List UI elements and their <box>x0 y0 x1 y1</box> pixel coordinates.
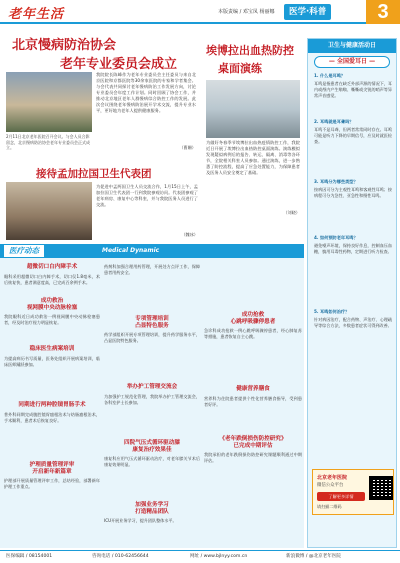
sidebar-question-3: 3. 耳鸣分为哪些类型？ <box>314 179 358 184</box>
promo-subtitle: 微信公众平台 <box>317 483 344 488</box>
dynamic-title-en: Medical Dynamic <box>102 247 160 254</box>
article2-body: 为做好冬春季节埃博拉出血热疫情防控工作，我院近日开展了埃博拉出血热防控桌面演练。演练模拟发现疑似病例后的报告、转运、隔离、消毒等各环节，全院相关科室人员参加。通过演练，进一步熟悉了防控流程，提高了应急处置能力，为保障患者及医务人员安全奠定了基础。 <box>206 140 300 175</box>
masthead <box>0 0 400 24</box>
newspaper-logo: 老年生活 <box>8 7 65 22</box>
sidebar-answer-2: 耳鸣不是耳聋，但两者常常同时存在。耳鸣可能是听力下降的早期信号，应及时就医检查。 <box>314 127 392 144</box>
dyn-col3-item1-heading: 成功抢救 心跳呼吸骤停患者 <box>230 312 276 325</box>
wechat-promo <box>312 469 394 515</box>
dyn-col1-item1-text: 眼科采用超微切口白内障手术，切口仅1.8毫米，术后恢复快，患者满意度高，已完成百余例手术。 <box>4 274 100 285</box>
sidebar-answer-5: 针对病因治疗，配合药物、声治疗、心理疏导等综合方法，多数患者症状可得到改善。 <box>314 317 392 328</box>
dyn-col2-item3-heading: 四院气压式循环驱动膝 康复治疗效果佳 <box>124 440 180 453</box>
dyn-col2-item2-text: 为加强护工规范化管理，我院举办护工管理交流会，各科室护士长参加。 <box>104 394 200 405</box>
dyn-col2-item1-heading: 专项管理培训 凸显特色服务 <box>135 316 169 329</box>
article3-author: （魏冰） <box>181 232 198 237</box>
dyn-col2-intro-text: 药剂科加强合理用药管理，开展处方点评工作，保障患者用药安全。 <box>104 264 200 275</box>
article3-title: 接待孟加拉国卫生代表团 <box>36 168 152 180</box>
promo-title: 北京老年医院 <box>317 475 348 481</box>
article1-photo <box>6 72 92 132</box>
sidebar-answer-3: 按病因可分为主观性耳鸣和客观性耳鸣；按病程可分为急性、亚急性和慢性耳鸣。 <box>314 187 392 198</box>
page-number: 3 <box>366 0 400 24</box>
sidebar-answer-1: 耳鸣是指患者在缺乏外部声源的情况下，耳内或颅内产生嗡嗡、嘶嘶或尖锐的哨声等异常声音感觉。 <box>314 81 392 98</box>
dynamic-title: 医疗动态 <box>4 245 44 257</box>
sidebar-question-1: 1. 什么是耳鸣？ <box>314 73 346 78</box>
dyn-col1-item2-heading: 成功救治 视网膜中央动脉栓塞 <box>26 298 78 311</box>
dyn-col1-item5-text: 护理部开展质量管理评审工作，总结经验，部署新年护理工作重点。 <box>4 478 100 489</box>
page-footer <box>0 550 400 563</box>
dyn-col1-item1-heading: 超微切口白内障手术 <box>26 264 78 270</box>
health-day-sidebar <box>307 38 397 548</box>
dyn-col1-item4-text: 普外科同期完成腹腔镜胃癌根治术与结肠癌根治术，手术顺利，患者术后恢复良好。 <box>4 412 100 423</box>
sidebar-question-4: 4. 如何预防老年耳鸣？ <box>314 235 358 240</box>
article1-title: 北京慢病防治协会 <box>12 38 117 53</box>
article3-photo <box>6 182 92 240</box>
footer-weibo[interactable]: 新浪微博 / @北京老年医院 <box>286 554 342 559</box>
dyn-col1-item4-heading: 同期进行两种腔镜胃肠手术 <box>18 402 86 408</box>
editors-line: 本版责编 / 邓宝凤 杨丽娜 <box>218 9 275 15</box>
dyn-col1-item3-text: 为提高病历书写质量，医务处组织开展病案培训，临床医师踊跃参加。 <box>4 356 100 367</box>
dyn-col3-item3-heading: 《老年跌倒损伤防控研究》 已完成中期评估 <box>219 436 287 449</box>
article3-body: 为促进中孟两国卫生人员交流合作，1月15日上午，孟加拉国卫生代表团一行到我院参观访问。代表团参观了老年病房、康复中心等科室，并与我院医务人员进行了交流。 <box>96 184 198 207</box>
sidebar-answer-4: 避免噪声环境，保持良好作息，控制血压血糖，慎用耳毒性药物，定期进行听力检查。 <box>314 243 392 254</box>
article1-body: 我院院长陈峰作为老年专业委员会主任委员与来自北京医院和京都医院等30余家医院的专家和学者集会。与会代表共同探讨老年慢病防治工作发展方向，讨论专业委员会年度工作计划。同时回顾了协会工作，并推动北京地区老年人群慢病综合防控工作的发展。此次会议围绕老年慢病防治展开学术交流，提升专业水平，更好地为老年人提供健康服务。 <box>96 72 196 113</box>
sidebar-question-2: 2. 耳鸣就是耳聋吗？ <box>314 119 354 124</box>
sidebar-question-5: 5. 耳鸣如何治疗？ <box>314 309 350 314</box>
dyn-col2-item4-text: ICU开展业务学习，提升团队整体水平。 <box>104 518 177 523</box>
article2-author: （刘晓） <box>283 210 300 215</box>
dyn-col3-item3-text: 我院承担的老年跌倒损伤防控研究课题顺利通过中期评估。 <box>204 452 302 463</box>
dyn-col2-item2-heading: 举办护工管理交流会 <box>126 384 178 390</box>
dyn-col2-item1-text: 药学部组织开展专项管理培训，提升药学服务水平，凸显医院特色服务。 <box>104 332 200 343</box>
dyn-col3-item2-heading: 健康营养膳食 <box>236 386 270 392</box>
dyn-col1-item2-text: 我院眼科近日成功救治一例视网膜中央动脉栓塞患者，经及时治疗视力明显恢复。 <box>4 314 100 325</box>
promo-button[interactable]: 了解更多详情 <box>317 492 365 501</box>
article1-caption: 2月11日北京老年医院召开会议。与会人员合影留念，北京慢病防治协会老年专业委员会正式成立。 <box>6 134 90 150</box>
dyn-col2-item3-text: 康复科应用气压式循环驱动治疗，对老年膝关节术后康复效果明显。 <box>104 456 200 467</box>
footer-editor: 医保编辑 / 08154001 <box>6 554 53 559</box>
article2-subtitle: 桌面演练 <box>218 62 262 75</box>
sidebar-subheading: — 全国爱耳日 — <box>314 56 390 68</box>
dyn-col2-item4-heading: 加强业务学习 打造精品团队 <box>135 502 169 515</box>
dyn-col3-item1-text: 急诊科成功抢救一例心跳呼吸骤停患者，经心肺复苏等措施，患者恢复自主心跳。 <box>204 328 302 339</box>
dyn-col1-item3-heading: 稳床医生病案培训 <box>29 346 75 352</box>
dyn-col1-item5-heading: 护理质量管理评审 开启新年新篇章 <box>29 462 75 475</box>
qr-code-icon[interactable] <box>369 476 393 500</box>
article2-photo <box>206 80 300 138</box>
footer-phone: 咨询电话 / 010-62456644 <box>92 554 149 559</box>
article1-subtitle: 老年专业委员会成立 <box>60 57 178 72</box>
dyn-col3-item2-text: 营养科为住院患者提供个性化营养膳食指导，受到患者好评。 <box>204 396 302 407</box>
footer-website[interactable]: 网址 / www.bjlnyy.com.cn <box>190 554 248 559</box>
article2-title: 埃博拉出血热防控 <box>206 44 294 57</box>
sidebar-heading: 卫生与健康活动日 <box>308 39 396 53</box>
section-label: 医学·科普 <box>284 4 331 20</box>
article1-author: （曹姗） <box>179 145 196 150</box>
promo-hint: 请扫描二维码 <box>317 504 342 509</box>
